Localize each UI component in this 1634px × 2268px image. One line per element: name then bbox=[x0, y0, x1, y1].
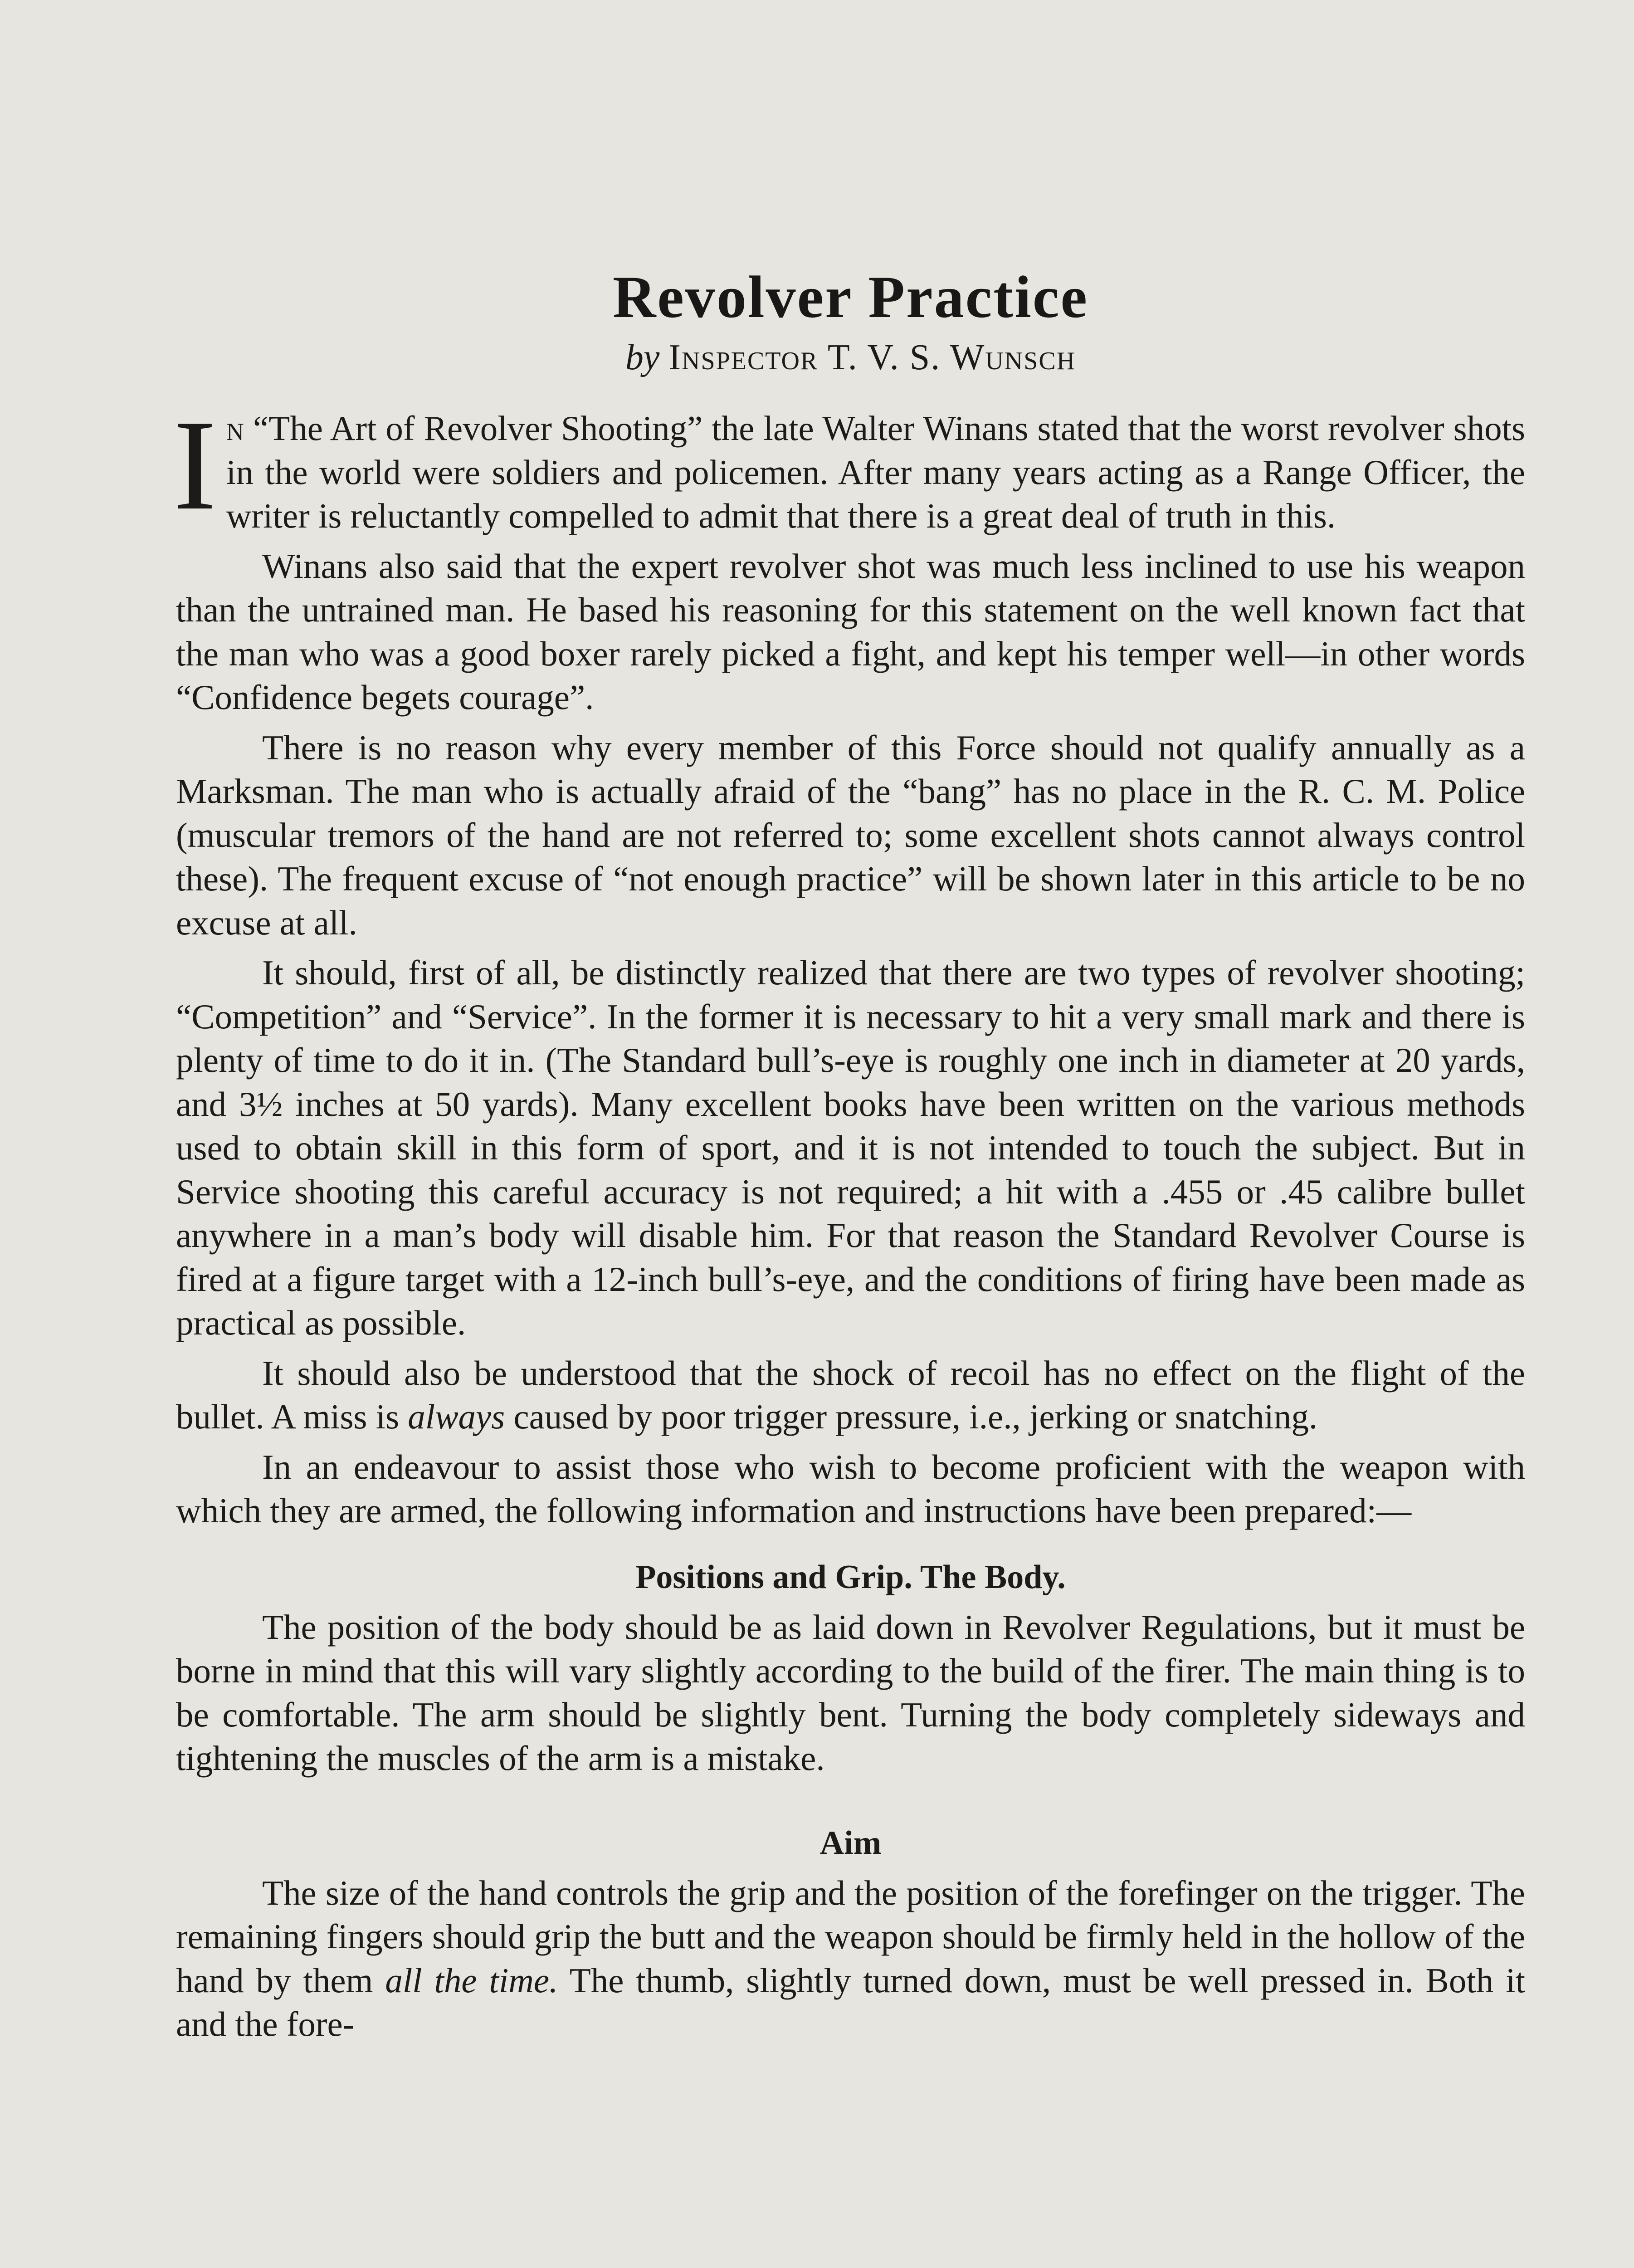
byline-prefix: by bbox=[625, 337, 660, 377]
section-heading-positions: Positions and Grip. The Body. bbox=[635, 1558, 1066, 1596]
paragraph-7: The position of the body should be as laid down in Revolver Regulations, but it must be borne in mind that this will vary slightly according to the build of the firer. The main thing is to be comfortable. The arm should be slightly bent. Turning the body completely sideways and tightening the muscles of the arm is a mistake. bbox=[176, 1607, 1525, 1778]
paragraph-6: In an endeavour to assist those who wish to become proficient with the weapon with which they are armed, the following information and instructions have been prepared:— bbox=[176, 1447, 1525, 1530]
paragraph-8-emphasis: all the time. bbox=[385, 1960, 558, 2000]
paragraph-3: There is no reason why every member of this Force should not qualify annually as a Marksman. The man who is actually afraid of the “bang” has no place in the R. C. M. Police (muscular tremors of the hand are not referred to; some excellent shots cannot always control these). The frequent excuse of “not enough practice” will be shown later in this article to be no excuse at all. bbox=[176, 728, 1525, 942]
paragraph-1 bbox=[173, 393, 1525, 538]
paragraph-8 bbox=[176, 1871, 1525, 2046]
paragraph-1-text: “The Art of Revolver Shooting” the late Walter Winans stated that the worst revolver shots in the world were soldiers and policemen. After many years acting as a Range Officer, the writer is reluctantly compelled to admit that there is a great deal of truth in this. bbox=[226, 409, 1525, 535]
paragraph-5 bbox=[176, 1351, 1525, 1439]
article bbox=[173, 263, 1525, 2046]
paragraph-4: It should, first of all, be distinctly realized that there are two types of revolver shooting; “Competition” and “Service”. In the former it is necessary to hit a very small mark and there is plenty of time to do it in. (The Standard bull’s-eye is roughly one inch in diameter at 20 yards, and 3½ inches at 50 yards). Many excellent books have been written on the various methods used to obtain skill in this form of sport, and it is not intended to touch the subject. But in Service shooting this careful accuracy is not required; a hit with a .455 or .45 calibre bullet anywhere in a man’s body will disable him. For that reason the Standard Revolver Course is fired at a figure target with a 12-inch bull’s-eye, and the conditions of firing have been made as practical as possible. bbox=[176, 953, 1525, 1342]
drop-cap-lead: n bbox=[226, 409, 244, 448]
paragraph-8-text-after: The thumb, slightly turned down, must be well pressed in. Both it and the fore- bbox=[176, 1960, 1525, 2043]
drop-cap: I bbox=[173, 393, 216, 537]
section-heading-aim: Aim bbox=[819, 1824, 882, 1862]
byline-author: Inspector T. V. S. Wunsch bbox=[668, 337, 1076, 377]
paragraph-5-text-before: It should also be understood that the shock of recoil has no effect on the flight of the bullet. A miss is bbox=[176, 1353, 1525, 1436]
byline bbox=[176, 335, 1525, 380]
paragraph-8-text-before: The size of the hand controls the grip and the position of the forefinger on the trigger. The remaining fingers should grip the butt and the weapon should be firmly held in the hollow of the hand by them bbox=[176, 1873, 1525, 2000]
paragraph-5-emphasis: always bbox=[408, 1397, 505, 1436]
paragraph-5-text-after: caused by poor trigger pressure, i.e., jerking or snatching. bbox=[505, 1397, 1318, 1436]
article-title: Revolver Practice bbox=[613, 264, 1088, 330]
paragraph-2: Winans also said that the expert revolver shot was much less inclined to use his weapon than the untrained man. He based his reasoning for this statement on the well known fact that the man who was a good boxer rarely picked a fight, and kept his temper well—in other words “Confidence begets courage”. bbox=[176, 546, 1525, 717]
